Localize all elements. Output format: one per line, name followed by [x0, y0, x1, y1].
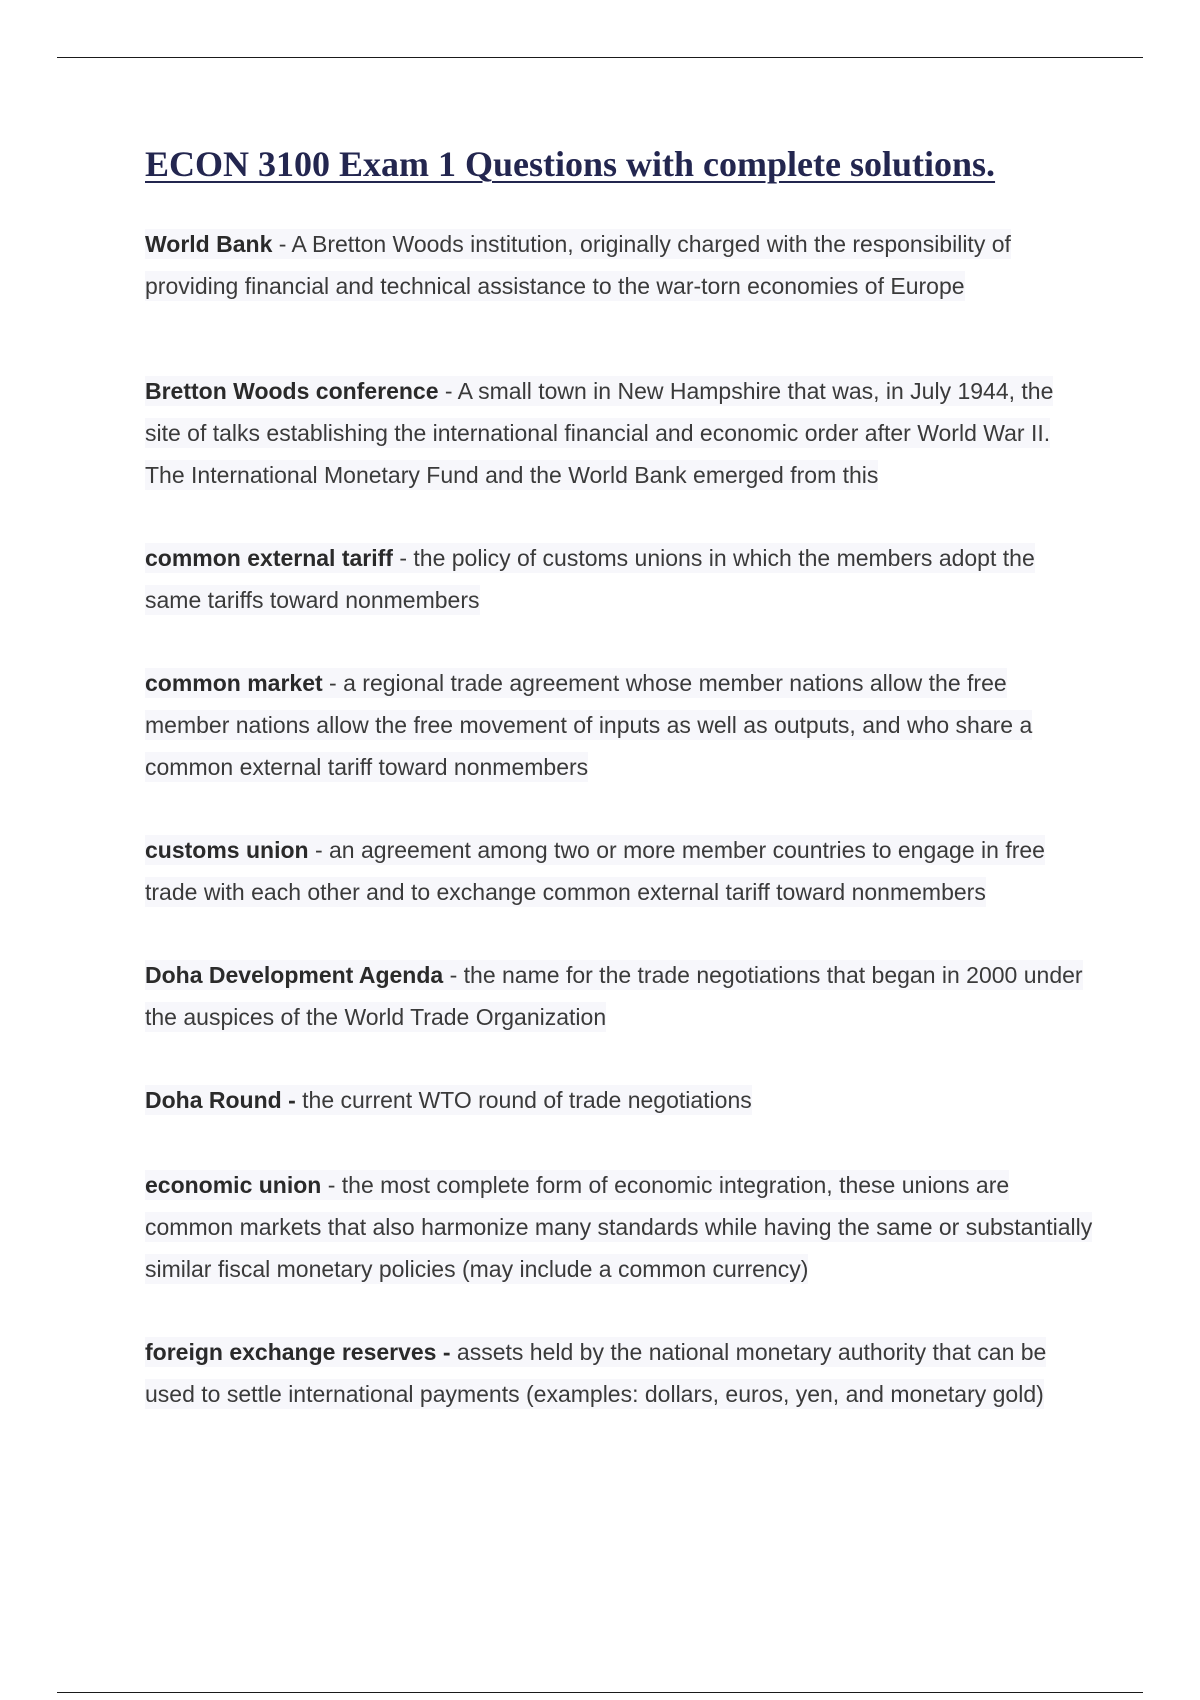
glossary-entry-world-bank — [145, 223, 1095, 307]
entry-separator: - — [308, 837, 330, 863]
entry-definition: A small town in New Hampshire that was, in July 1944, the site of talks establishing the international financial and economic order after World War II. The International Monetary Fund and the World Bank emerged from this — [145, 378, 1054, 488]
entry-definition: the current WTO round of trade negotiations — [302, 1087, 752, 1113]
entry-definition: the name for the trade negotiations that began in 2000 under the auspices of the World Trade Organization — [145, 962, 1083, 1030]
glossary-entry-common-market — [145, 662, 1095, 788]
entry-separator: - — [438, 378, 458, 404]
entry-term: economic union — [145, 1172, 322, 1198]
entry-term: Doha Development Agenda — [145, 962, 444, 988]
glossary-entry-foreign-exchange-reserves — [145, 1331, 1095, 1415]
entry-term: Bretton Woods conference — [145, 378, 439, 404]
glossary-entry-economic-union — [145, 1164, 1095, 1290]
entry-term: foreign exchange reserves - — [145, 1339, 451, 1365]
footer-rule — [57, 1692, 1143, 1693]
glossary-entry-bretton-woods — [145, 370, 1095, 496]
entry-term: common external tariff — [145, 545, 393, 571]
entry-definition: the policy of customs unions in which the members adopt the same tariffs toward nonmembers — [145, 545, 1035, 613]
entry-separator: - — [272, 231, 292, 257]
entry-term: Doha Round - — [145, 1087, 296, 1113]
entry-separator: - — [392, 545, 414, 571]
entry-definition: the most complete form of economic integration, these unions are common markets that also harmonize many standards while having the same or substantially similar fiscal monetary policies (may include a common currency) — [145, 1172, 1093, 1282]
glossary-entry-customs-union — [145, 829, 1095, 913]
glossary-entry-doha-development-agenda — [145, 954, 1095, 1038]
entry-separator: - — [443, 962, 464, 988]
glossary-entry-common-external-tariff — [145, 537, 1095, 621]
entry-separator: - — [321, 1172, 342, 1198]
entry-separator: - — [322, 670, 344, 696]
header-rule — [57, 57, 1143, 58]
glossary-entry-doha-round — [145, 1079, 1095, 1121]
entry-definition: a regional trade agreement whose member nations allow the free member nations allow the free movement of inputs as well as outputs, and who share a common external tariff toward nonmembers — [145, 670, 1033, 780]
entry-definition: A Bretton Woods institution, originally charged with the responsibility of providing financial and technical assistance to the war-torn economies of Europe — [145, 231, 1011, 299]
document-title: ECON 3100 Exam 1 Questions with complete solutions. — [145, 144, 996, 184]
entry-term: common market — [145, 670, 323, 696]
entry-definition: an agreement among two or more member countries to engage in free trade with each other and to exchange common external tariff toward nonmembers — [145, 837, 1045, 905]
entry-term: World Bank — [145, 231, 273, 257]
entry-term: customs union — [145, 837, 309, 863]
entry-definition: assets held by the national monetary authority that can be used to settle international payments (examples: dollars, euros, yen, and monetary gold) — [145, 1339, 1047, 1407]
